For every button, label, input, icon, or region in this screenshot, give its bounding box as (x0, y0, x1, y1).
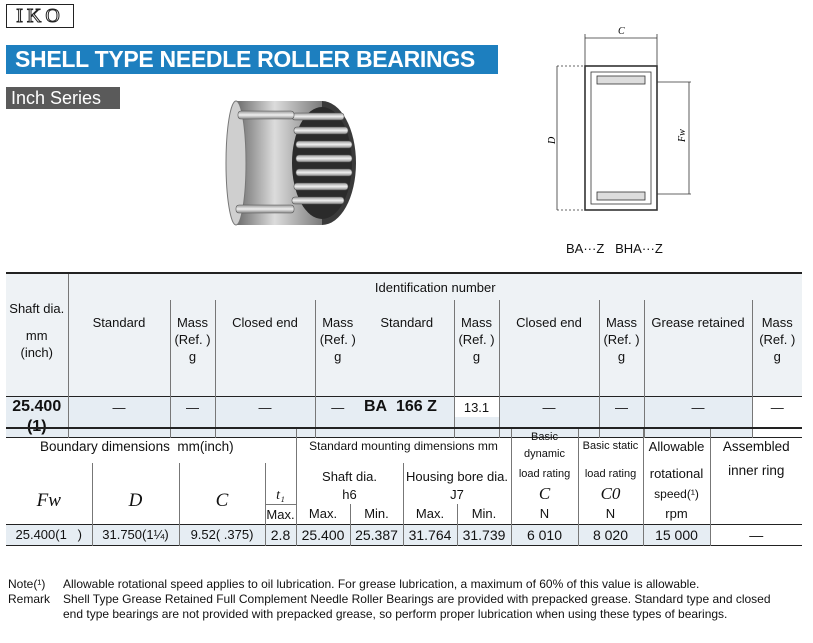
allowable-label-3: speed(¹) (643, 484, 710, 504)
cell-dash: — (360, 417, 454, 438)
col-c: C (179, 463, 265, 524)
unit-n-dyn: N (511, 504, 578, 524)
bearing-drawing (545, 22, 695, 217)
row-inner-ring: — (710, 524, 802, 545)
col-grease: Grease retained (644, 300, 752, 397)
footnotes (8, 577, 771, 622)
col-g-2: g (334, 349, 342, 364)
col-mass-1: Mass (176, 315, 209, 330)
unit-rpm: rpm (643, 504, 710, 524)
static-label-1: Basic static (582, 440, 639, 452)
shaft-dia-header: Shaft dia. (296, 463, 403, 484)
col-g-5: g (773, 349, 781, 364)
col-ref-5: (Ref. ) (759, 332, 796, 347)
static-label-2: load rating (578, 463, 643, 484)
j7-label: J7 (403, 484, 511, 504)
dynamic-label-1: Basic dynamic (524, 431, 565, 460)
cell-dash: — (499, 417, 599, 438)
housing-header: Housing bore dia. (403, 463, 511, 484)
shaft-unit: mm (25, 328, 48, 343)
dim-fw-label: Fw (677, 129, 688, 142)
col-ref-1: (Ref. ) (174, 332, 211, 347)
mounting-header: Standard mounting dimensions mm (296, 428, 511, 463)
cell-dash: — (215, 397, 315, 418)
unit-n-stat: N (578, 504, 643, 524)
col-fw: Fw (36, 490, 61, 512)
iko-logo: IKO (6, 4, 74, 28)
row-house-max: 31.764 (403, 524, 457, 545)
part-number: 166 Z (396, 398, 437, 415)
remark-label: Remark (8, 592, 51, 606)
dimensions-table (6, 427, 802, 546)
col-closed-end-1: Closed end (215, 300, 315, 397)
col-t1: t₁ (265, 463, 296, 504)
cell-dash: — (599, 417, 644, 438)
static-header (578, 428, 643, 463)
variant-labels: BA···Z BHA···Z (566, 241, 663, 256)
bearing-photo (222, 93, 362, 233)
allowable-label-2: rotational (643, 463, 710, 484)
row-speed: 15 000 (643, 524, 710, 545)
shaft-max-header: Max. (296, 504, 350, 524)
col-ref-2: (Ref. ) (319, 332, 356, 347)
house-max-header: Max. (403, 504, 457, 524)
part-prefix: BA (364, 398, 388, 415)
shaft-value: 25.400 (12, 398, 62, 415)
standard-mass: 13.1 (454, 397, 499, 418)
house-min-header: Min. (457, 504, 511, 524)
row-shaft-max: 25.400 (296, 524, 350, 545)
cell-dash: — (499, 397, 599, 418)
ident-header: Identification number (68, 273, 802, 300)
col-g-4: g (617, 349, 626, 364)
shaft-unit-inch: (inch) (20, 345, 53, 360)
col-mass-3: Mass (460, 315, 493, 330)
page-title: SHELL TYPE NEEDLE ROLLER BEARINGS (6, 45, 498, 74)
standard-part-number (360, 397, 454, 418)
dim-d-label: D (547, 136, 558, 144)
col-d: D (92, 463, 179, 524)
cell-dash: — (68, 397, 170, 418)
cell-dash: — (644, 397, 752, 418)
cell-dash: — (752, 417, 802, 438)
cell-dash: — (170, 397, 215, 418)
col-closed-end-2: Closed end (499, 300, 599, 397)
assembled-header: Assembled (710, 428, 802, 463)
note-label: Note(¹) (8, 577, 46, 591)
cell-dash: — (644, 417, 752, 438)
col-standard-2: Standard (360, 300, 454, 397)
cell-dash: — (68, 417, 170, 438)
row-house-min: 31.739 (457, 524, 511, 545)
row-t1: 2.8 (265, 524, 296, 545)
dynamic-header (511, 428, 578, 463)
col-ref-4: (Ref. ) (603, 332, 640, 347)
col-standard-1: Standard (68, 300, 170, 397)
cell-dash: — (752, 397, 802, 418)
remark-text-2: end type bearings are not provided with prepacked grease, so perform proper lubrication when using these types of bearings. (63, 607, 728, 621)
col-mass-2: Mass (322, 315, 354, 330)
cell-dash: — (170, 417, 215, 438)
dim-c-label: C (618, 26, 625, 37)
row-c: 9.52( .375) (179, 524, 265, 545)
t1-max: Max. (265, 504, 296, 524)
identification-table (6, 272, 802, 438)
shaft-value-inch: (1) (26, 418, 47, 435)
boundary-header: Boundary dimensions mm(inch) (40, 438, 234, 454)
allowable-header: Allowable (643, 428, 710, 463)
col-ref-3: (Ref. ) (458, 332, 495, 347)
col-g-3: g (472, 349, 481, 364)
series-label: Inch Series (6, 87, 120, 109)
row-static: 8 020 (578, 524, 643, 545)
remark-text: Shell Type Grease Retained Full Complement Needle Roller Bearings are provided with prepacked grease. Standard type and closed (63, 592, 771, 606)
col-stat-c0: C0 (578, 484, 643, 504)
assembled-label-2: inner ring (710, 463, 802, 484)
shaft-dia-label: Shaft dia. (9, 301, 65, 316)
col-mass-5: Mass (761, 315, 793, 330)
col-dyn-c: C (511, 484, 578, 504)
note-text: Allowable rotational speed applies to oil lubrication. For grease lubrication, a maximum of 60% of this value is allowable. (63, 577, 700, 591)
col-mass-4: Mass (605, 315, 638, 330)
row-fw: 25.400(1 ) (15, 527, 82, 542)
h6-label: h6 (296, 484, 403, 504)
col-g-1: g (188, 349, 197, 364)
dynamic-label-2: load rating (511, 463, 578, 484)
row-d: 31.750(1¼) (92, 524, 179, 545)
row-shaft-min: 25.387 (350, 524, 403, 545)
cell-dash: — (315, 417, 360, 438)
cell-dash: — (454, 417, 499, 438)
cell-dash: — (215, 417, 315, 438)
cell-dash: — (599, 397, 644, 418)
cell-dash: — (315, 397, 360, 418)
table-row (6, 524, 802, 545)
shaft-min-header: Min. (350, 504, 403, 524)
row-dynamic: 6 010 (511, 524, 578, 545)
